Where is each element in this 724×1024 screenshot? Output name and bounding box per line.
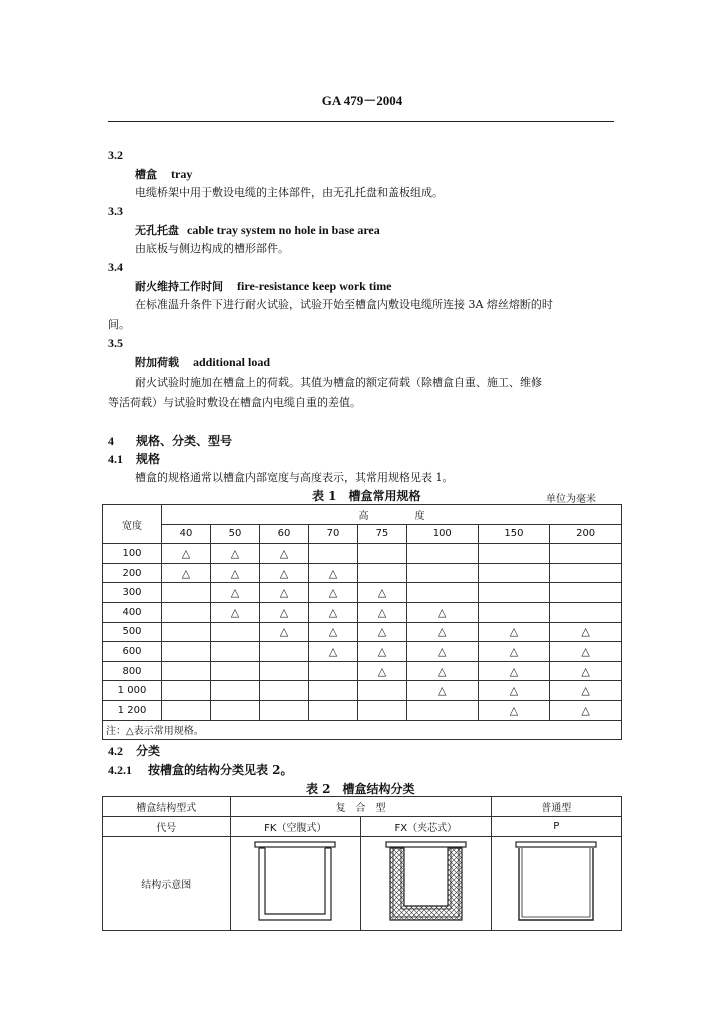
height-col-header: 150	[478, 524, 550, 544]
code-fk: FK（空腹式）	[230, 817, 360, 837]
empty-cell	[478, 544, 550, 564]
empty-cell	[478, 563, 550, 583]
empty-cell	[308, 661, 357, 681]
term-definition-line2: 间。	[108, 318, 130, 331]
height-col-header: 70	[308, 524, 357, 544]
common-spec-mark: △	[259, 583, 308, 603]
diagram-label: 结构示意图	[103, 837, 231, 931]
empty-cell	[162, 642, 211, 662]
empty-cell	[550, 544, 622, 564]
row-width: 1 200	[103, 700, 162, 720]
empty-cell	[162, 700, 211, 720]
common-spec-mark: △	[162, 544, 211, 564]
table-row	[103, 642, 622, 662]
table-1-note: 注：△表示常用规格。	[103, 720, 622, 740]
empty-cell	[162, 622, 211, 642]
section-4-2-1-heading: 4.2.1 按槽盒的结构分类见表 2。	[108, 763, 293, 777]
sandwich-tray-diagram	[384, 840, 468, 924]
document-header-id: GA 479－2004	[321, 93, 403, 108]
empty-cell	[406, 544, 478, 564]
empty-cell	[210, 622, 259, 642]
table-1	[102, 504, 622, 740]
ordinary-header: 普通型	[491, 797, 621, 817]
empty-cell	[162, 602, 211, 622]
term-title	[135, 222, 380, 238]
term-en: additional load	[193, 355, 271, 369]
common-spec-mark: △	[550, 700, 622, 720]
term-cn: 槽盒	[135, 168, 157, 181]
empty-cell	[162, 661, 211, 681]
term-en: tray	[171, 167, 193, 181]
term-cn: 附加荷载	[135, 356, 179, 369]
table-row	[103, 700, 622, 720]
row-width: 500	[103, 622, 162, 642]
diagram-fx	[361, 837, 491, 931]
common-spec-mark: △	[478, 661, 550, 681]
common-spec-mark: △	[550, 642, 622, 662]
empty-cell	[357, 544, 406, 564]
empty-cell	[210, 661, 259, 681]
ordinary-tray-diagram	[514, 840, 598, 924]
term-definition-line1: 耐火试验时施加在槽盒上的荷载。其值为槽盒的额定荷载（除槽盒自重、施工、维修	[135, 376, 542, 389]
common-spec-mark: △	[210, 544, 259, 564]
empty-cell	[357, 681, 406, 701]
diagram-p	[491, 837, 621, 931]
row-width: 200	[103, 563, 162, 583]
common-spec-mark: △	[357, 622, 406, 642]
common-spec-mark: △	[357, 642, 406, 662]
common-spec-mark: △	[478, 642, 550, 662]
common-spec-mark: △	[259, 622, 308, 642]
common-spec-mark: △	[550, 681, 622, 701]
common-spec-mark: △	[259, 563, 308, 583]
empty-cell	[259, 642, 308, 662]
height-col-header: 200	[550, 524, 622, 544]
header-rule	[108, 121, 614, 122]
height-col-header: 40	[162, 524, 211, 544]
common-spec-mark: △	[478, 700, 550, 720]
common-spec-mark: △	[308, 563, 357, 583]
term-en: cable tray system no hole in base area	[187, 223, 380, 237]
height-col-header: 100	[406, 524, 478, 544]
empty-cell	[259, 681, 308, 701]
height-col-header: 50	[210, 524, 259, 544]
table-row	[103, 661, 622, 681]
empty-cell	[210, 681, 259, 701]
clause-number: 3.4	[108, 260, 123, 274]
common-spec-mark: △	[406, 661, 478, 681]
empty-cell	[478, 583, 550, 603]
height-col-header: 60	[259, 524, 308, 544]
term-definition-line1: 在标准温升条件下进行耐火试验，试验开始至槽盒内敷设电缆所连接 3A 熔丝熔断的时	[135, 298, 553, 311]
table-row	[103, 583, 622, 603]
empty-cell	[210, 642, 259, 662]
height-col-header: 75	[357, 524, 406, 544]
code-fx: FX（夹芯式）	[361, 817, 491, 837]
empty-cell	[550, 563, 622, 583]
diagram-fk	[230, 837, 360, 931]
row-width: 400	[103, 602, 162, 622]
table-2	[102, 796, 622, 931]
term-title	[135, 354, 270, 370]
empty-cell	[308, 700, 357, 720]
empty-cell	[550, 583, 622, 603]
empty-cell	[406, 583, 478, 603]
row-width: 300	[103, 583, 162, 603]
row-width: 600	[103, 642, 162, 662]
common-spec-mark: △	[478, 622, 550, 642]
width-header: 宽度	[103, 505, 162, 544]
structure-type-header: 槽盒结构型式	[103, 797, 231, 817]
section-4-1-text: 槽盒的规格通常以槽盒内部宽度与高度表示，其常用规格见表 1。	[135, 471, 454, 484]
common-spec-mark: △	[308, 602, 357, 622]
common-spec-mark: △	[210, 583, 259, 603]
row-width: 100	[103, 544, 162, 564]
code-p: P	[491, 817, 621, 837]
section-4-1-heading: 4.1 规格	[108, 452, 161, 466]
common-spec-mark: △	[259, 602, 308, 622]
table-1-unit: 单位为毫米	[546, 494, 596, 505]
code-label: 代号	[103, 817, 231, 837]
empty-cell	[550, 602, 622, 622]
clause-number: 3.5	[108, 336, 123, 350]
common-spec-mark: △	[357, 661, 406, 681]
common-spec-mark: △	[162, 563, 211, 583]
empty-cell	[259, 661, 308, 681]
common-spec-mark: △	[357, 583, 406, 603]
common-spec-mark: △	[308, 642, 357, 662]
common-spec-mark: △	[308, 622, 357, 642]
common-spec-mark: △	[550, 622, 622, 642]
empty-cell	[259, 700, 308, 720]
common-spec-mark: △	[357, 602, 406, 622]
common-spec-mark: △	[308, 583, 357, 603]
empty-cell	[162, 681, 211, 701]
table-2-caption: 表 2 槽盒结构分类	[306, 782, 415, 796]
common-spec-mark: △	[550, 661, 622, 681]
empty-cell	[406, 563, 478, 583]
common-spec-mark: △	[259, 544, 308, 564]
hollow-tray-diagram	[253, 840, 337, 924]
table-row	[103, 681, 622, 701]
row-width: 800	[103, 661, 162, 681]
common-spec-mark: △	[210, 563, 259, 583]
common-spec-mark: △	[406, 622, 478, 642]
term-definition-line2: 等活荷载）与试验时敷设在槽盒内电缆自重的差值。	[108, 396, 361, 409]
clause-number: 3.3	[108, 204, 123, 218]
common-spec-mark: △	[406, 602, 478, 622]
term-title	[135, 278, 392, 294]
height-header: 高 度	[162, 505, 622, 525]
term-definition: 由底板与侧边构成的槽形部件。	[135, 242, 289, 255]
empty-cell	[162, 583, 211, 603]
empty-cell	[478, 602, 550, 622]
clause-number: 3.2	[108, 148, 123, 162]
common-spec-mark: △	[406, 642, 478, 662]
table-row	[103, 622, 622, 642]
table-1-caption: 表 1 槽盒常用规格	[312, 489, 421, 503]
term-definition: 电缆桥架中用于敷设电缆的主体部件，由无孔托盘和盖板组成。	[135, 186, 443, 199]
section-4-heading: 4 规格、分类、型号	[108, 434, 233, 448]
empty-cell	[357, 563, 406, 583]
section-4-2-heading: 4.2 分类	[108, 744, 161, 758]
term-cn: 耐火维持工作时间	[135, 280, 223, 293]
term-cn: 无孔托盘	[135, 224, 179, 237]
common-spec-mark: △	[406, 681, 478, 701]
common-spec-mark: △	[210, 602, 259, 622]
empty-cell	[406, 700, 478, 720]
term-en: fire-resistance keep work time	[237, 279, 392, 293]
term-title	[135, 166, 192, 182]
common-spec-mark: △	[478, 681, 550, 701]
empty-cell	[308, 681, 357, 701]
empty-cell	[210, 700, 259, 720]
row-width: 1 000	[103, 681, 162, 701]
table-row	[103, 563, 622, 583]
table-row	[103, 602, 622, 622]
empty-cell	[308, 544, 357, 564]
composite-header: 复 合 型	[230, 797, 491, 817]
empty-cell	[357, 700, 406, 720]
table-row	[103, 544, 622, 564]
